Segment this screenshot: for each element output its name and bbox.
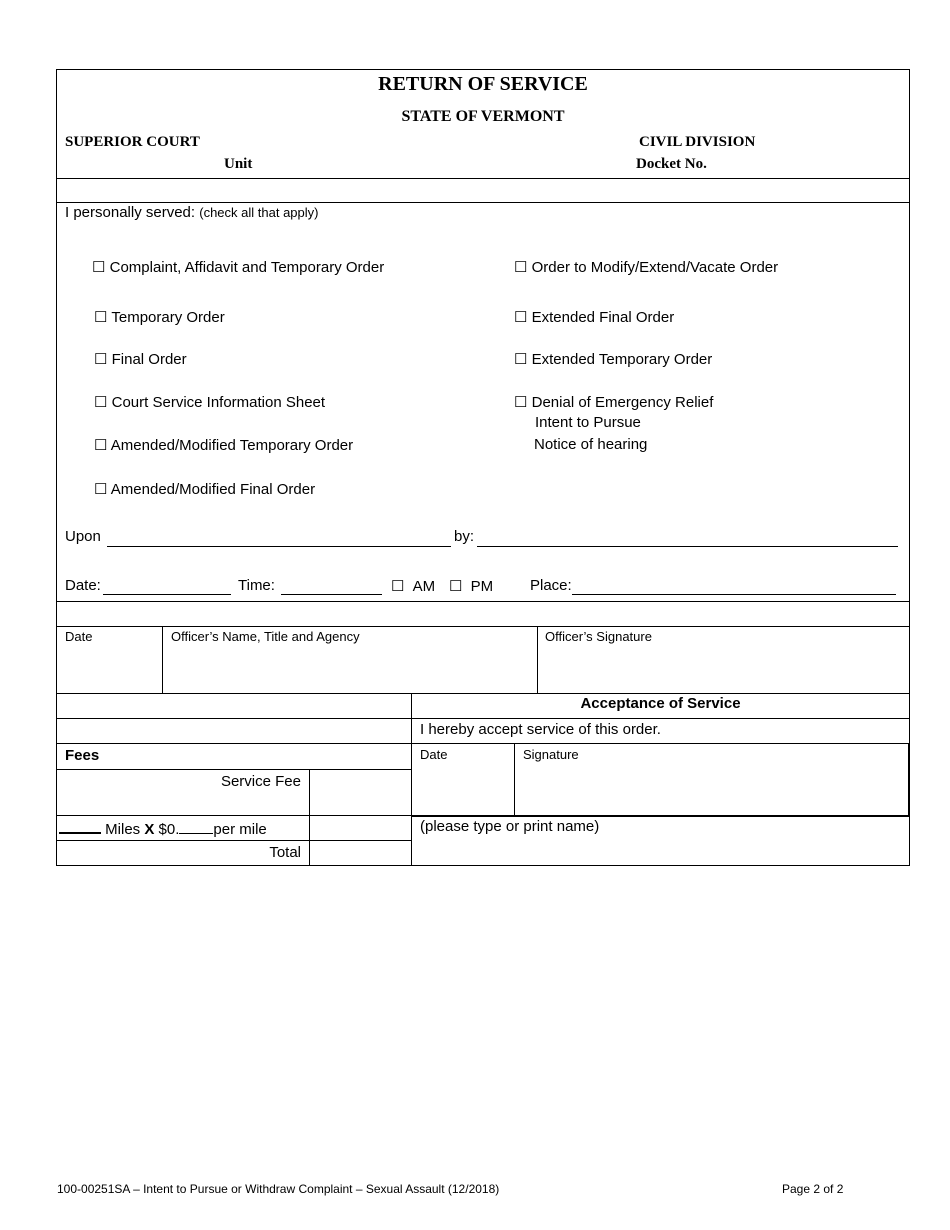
checkbox-icon[interactable]: ☐ bbox=[514, 394, 528, 411]
checkbox-icon[interactable]: ☐ bbox=[94, 481, 108, 498]
divider bbox=[57, 202, 909, 203]
footer-page-number: Page 2 of 2 bbox=[782, 1182, 844, 1196]
divider bbox=[57, 743, 909, 744]
cell-border bbox=[162, 626, 163, 693]
intent-to-pursue-text: Intent to Pursue bbox=[535, 414, 641, 431]
checkbox-label: Denial of Emergency Relief bbox=[531, 394, 714, 411]
upon-field[interactable] bbox=[107, 546, 451, 547]
officer-signature-label: Officer’s Signature bbox=[545, 629, 652, 644]
checkbox-court-service-info[interactable] bbox=[94, 393, 325, 411]
pm-option[interactable] bbox=[449, 577, 493, 595]
cell-border bbox=[514, 743, 515, 815]
date-label: Date: bbox=[65, 577, 101, 594]
am-label: AM bbox=[412, 578, 436, 595]
divider bbox=[57, 718, 909, 719]
miles-field[interactable] bbox=[59, 818, 101, 834]
division-label: CIVIL DIVISION bbox=[639, 134, 756, 150]
service-fee-label: Service Fee bbox=[220, 773, 301, 790]
by-field[interactable] bbox=[477, 546, 898, 547]
served-label: I personally served: bbox=[65, 204, 196, 221]
checkbox-temporary-order[interactable] bbox=[94, 308, 225, 326]
checkbox-icon[interactable]: ☐ bbox=[94, 394, 108, 411]
divider bbox=[57, 693, 909, 694]
am-option[interactable] bbox=[391, 577, 435, 595]
rate-prefix: $0. bbox=[158, 821, 180, 838]
divider bbox=[57, 601, 909, 602]
checkbox-icon[interactable]: ☐ bbox=[514, 309, 528, 326]
checkbox-icon[interactable]: ☐ bbox=[92, 259, 106, 276]
checkbox-amended-temporary[interactable] bbox=[94, 436, 353, 454]
checkbox-label: Temporary Order bbox=[111, 309, 225, 326]
checkbox-label: Extended Final Order bbox=[531, 309, 675, 326]
fees-title: Fees bbox=[65, 747, 100, 764]
divider bbox=[412, 815, 909, 817]
checkbox-icon[interactable]: ☐ bbox=[94, 309, 108, 326]
miles-label: Miles bbox=[105, 821, 141, 838]
docket-label: Docket No. bbox=[636, 156, 707, 172]
checkbox-extended-final[interactable] bbox=[514, 308, 674, 326]
court-label: SUPERIOR COURT bbox=[65, 134, 200, 150]
checkbox-icon[interactable]: ☐ bbox=[391, 578, 405, 595]
checkbox-icon[interactable]: ☐ bbox=[94, 437, 108, 454]
multiply-symbol: X bbox=[144, 821, 155, 838]
divider bbox=[57, 178, 909, 179]
pm-label: PM bbox=[470, 578, 494, 595]
checkbox-icon[interactable]: ☐ bbox=[514, 351, 528, 368]
officer-name-label: Officer’s Name, Title and Agency bbox=[171, 629, 360, 644]
acceptance-signature-label: Signature bbox=[523, 747, 579, 762]
upon-label: Upon bbox=[65, 528, 101, 545]
checkbox-amended-final[interactable] bbox=[94, 480, 315, 498]
state-heading: STATE OF VERMONT bbox=[401, 108, 565, 125]
place-label: Place: bbox=[530, 577, 572, 594]
return-of-service-form bbox=[56, 69, 910, 866]
divider bbox=[57, 769, 411, 770]
divider bbox=[57, 840, 411, 841]
checkbox-icon[interactable]: ☐ bbox=[94, 351, 108, 368]
time-field[interactable] bbox=[281, 594, 382, 595]
divider bbox=[57, 815, 411, 816]
place-field[interactable] bbox=[572, 594, 896, 595]
print-name-label: (please type or print name) bbox=[420, 818, 600, 835]
divider bbox=[57, 626, 909, 627]
checkbox-icon[interactable]: ☐ bbox=[514, 259, 528, 276]
cell-border bbox=[309, 769, 310, 866]
checkbox-label: Complaint, Affidavit and Temporary Order bbox=[109, 259, 385, 276]
by-label: by: bbox=[454, 528, 475, 545]
time-label: Time: bbox=[238, 577, 275, 594]
footer-form-id: 100-00251SA – Intent to Pursue or Withdraw Complaint – Sexual Assault (12/2018) bbox=[57, 1182, 500, 1196]
served-heading bbox=[65, 204, 318, 221]
cell-border bbox=[537, 626, 538, 693]
mileage-line bbox=[59, 818, 267, 838]
served-note: (check all that apply) bbox=[199, 205, 319, 220]
checkbox-label: Amended/Modified Temporary Order bbox=[110, 437, 354, 454]
checkbox-label: Order to Modify/Extend/Vacate Order bbox=[531, 259, 779, 276]
acceptance-title: Acceptance of Service bbox=[580, 695, 741, 712]
checkbox-label: Extended Temporary Order bbox=[531, 351, 713, 368]
notice-of-hearing-text: Notice of hearing bbox=[534, 436, 648, 453]
checkbox-modify-extend-vacate[interactable] bbox=[514, 258, 778, 276]
acceptance-date-label: Date bbox=[420, 747, 448, 762]
checkbox-final-order[interactable] bbox=[94, 350, 187, 368]
checkbox-icon[interactable]: ☐ bbox=[449, 578, 463, 595]
checkbox-label: Amended/Modified Final Order bbox=[110, 481, 316, 498]
checkbox-extended-temporary[interactable] bbox=[514, 350, 712, 368]
officer-date-label: Date bbox=[65, 629, 93, 644]
rate-field[interactable] bbox=[179, 819, 213, 834]
checkbox-denial-emergency-relief[interactable] bbox=[514, 393, 713, 411]
total-label: Total bbox=[269, 844, 301, 861]
checkbox-label: Final Order bbox=[111, 351, 187, 368]
checkbox-label: Court Service Information Sheet bbox=[111, 394, 326, 411]
acceptance-statement: I hereby accept service of this order. bbox=[420, 721, 661, 738]
cell-border bbox=[908, 743, 909, 815]
date-field[interactable] bbox=[103, 594, 231, 595]
form-title: RETURN OF SERVICE bbox=[378, 73, 588, 95]
checkbox-complaint-affidavit[interactable] bbox=[92, 258, 384, 276]
per-mile-label: per mile bbox=[213, 821, 267, 838]
unit-label: Unit bbox=[224, 156, 253, 172]
